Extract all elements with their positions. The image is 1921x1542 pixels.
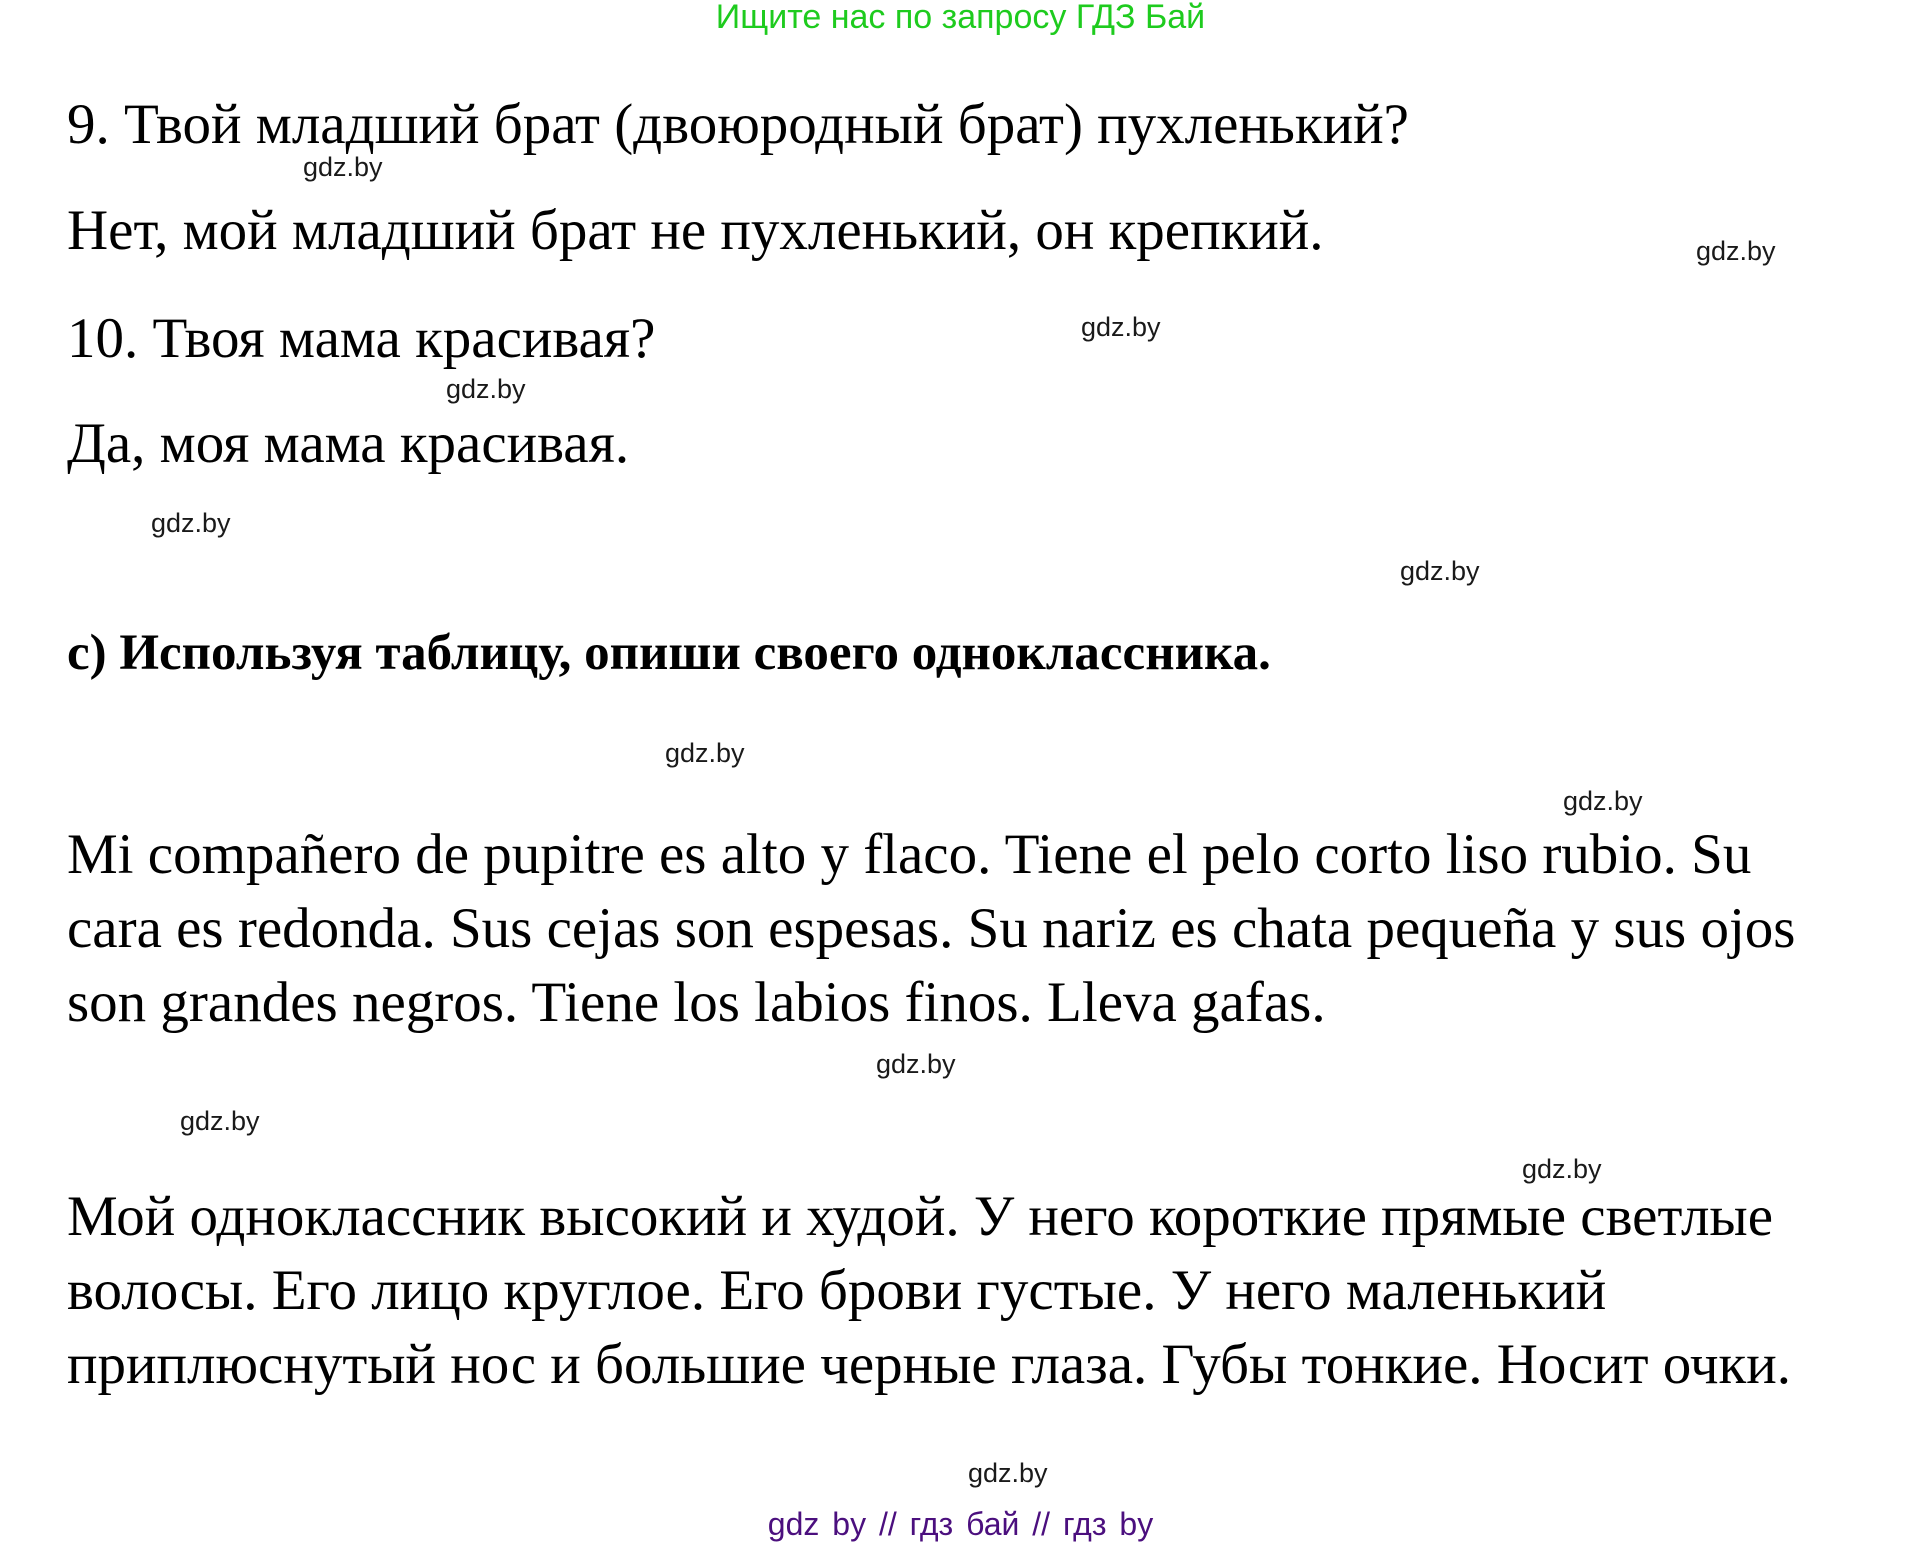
question-9: 9. Твой младший брат (двоюродный брат) пухленький?	[67, 93, 1409, 156]
watermark: gdz.by	[876, 1049, 956, 1079]
watermark: gdz.by	[1400, 556, 1480, 586]
watermark: gdz.by	[180, 1106, 260, 1136]
russian-line: Мой одноклассник высокий и худой. У него короткие прямые светлые	[67, 1185, 1773, 1248]
spanish-description	[67, 818, 1795, 1040]
task-c-heading: с) Используя таблицу, опиши своего одноклассника.	[67, 625, 1271, 681]
watermark: gdz.by	[968, 1458, 1048, 1488]
question-10: 10. Твоя мама красивая?	[67, 307, 656, 370]
spanish-line: son grandes negros. Tiene los labios finos. Lleva gafas.	[67, 971, 1326, 1034]
spanish-line: cara es redonda. Sus cejas son espesas. Su nariz es chata pequeña y sus ojos	[67, 897, 1796, 960]
watermark: gdz.by	[1563, 786, 1643, 816]
top-banner: Ищите нас по запросу ГДЗ Бай	[715, 0, 1206, 36]
russian-line: приплюснутый нос и большие черные глаза. Губы тонкие. Носит очки.	[67, 1333, 1791, 1396]
russian-description	[67, 1180, 1791, 1402]
answer-9: Нет, мой младший брат не пухленький, он крепкий.	[67, 199, 1324, 262]
spanish-line: Mi compañero de pupitre es alto y flaco. Tiene el pelo corto liso rubio. Su	[67, 823, 1752, 886]
watermark: gdz.by	[1522, 1154, 1602, 1184]
watermark: gdz.by	[446, 374, 526, 404]
answer-10: Да, моя мама красивая.	[67, 412, 630, 475]
watermark: gdz.by	[1081, 312, 1161, 342]
watermark: gdz.by	[151, 508, 231, 538]
russian-line: волосы. Его лицо круглое. Его брови густые. У него маленький	[67, 1259, 1607, 1322]
watermark: gdz.by	[1696, 236, 1776, 266]
footer-links: gdz by // гдз бай // гдз by	[767, 1506, 1154, 1542]
watermark: gdz.by	[303, 152, 383, 182]
watermark: gdz.by	[665, 738, 745, 768]
